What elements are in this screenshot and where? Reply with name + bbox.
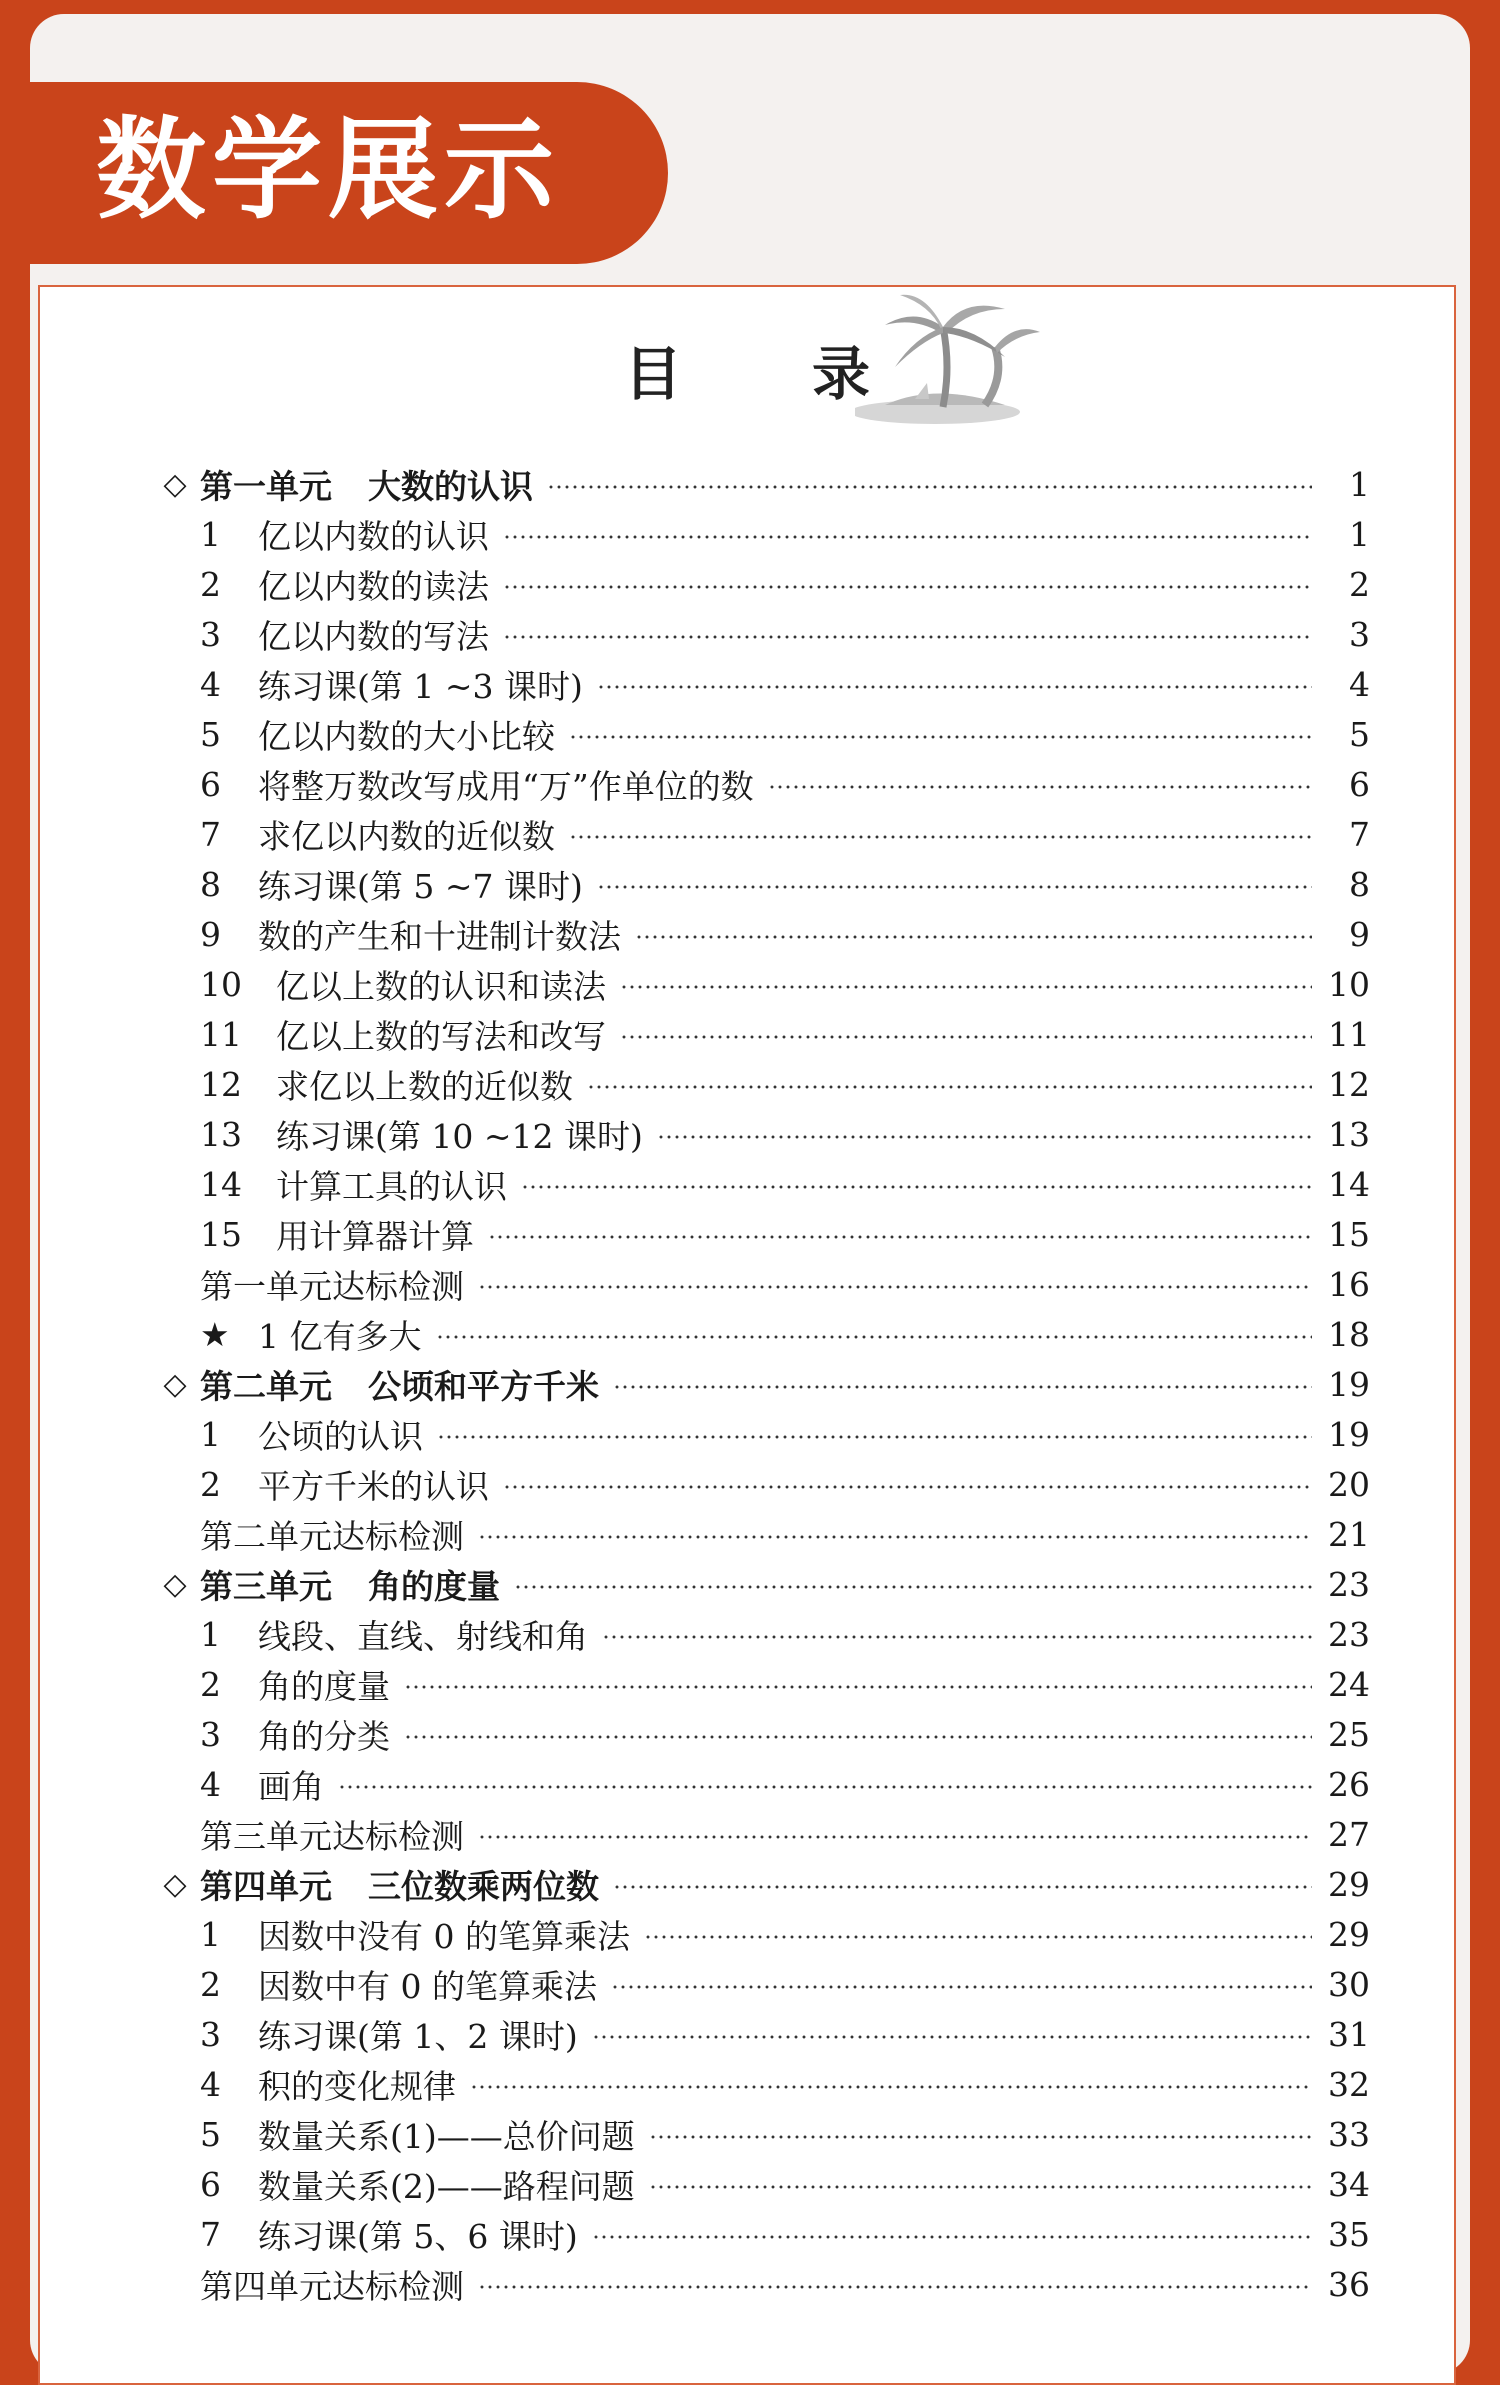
page-number: 7: [1349, 814, 1370, 854]
page-number: 29: [1328, 1914, 1370, 1954]
dot-leader: [514, 1585, 1312, 1589]
toc-heading-left: 目: [623, 340, 682, 408]
entry-number: 6: [200, 764, 221, 804]
entry-number: 12: [200, 1064, 242, 1104]
page-number: 16: [1328, 1264, 1370, 1304]
entry-number: 4: [200, 1764, 221, 1804]
diamond-icon: ◇: [163, 1866, 187, 1902]
entry-title: 练习课(第 5、6 课时): [258, 2216, 578, 2256]
dot-leader: [338, 1785, 1312, 1789]
page-number: 34: [1328, 2164, 1370, 2204]
entry-title: 亿以上数的认识和读法: [276, 966, 606, 1006]
test-title: 第三单元达标检测: [200, 1816, 464, 1856]
page-number: 21: [1328, 1514, 1370, 1554]
entry-title: 练习课(第 1、2 课时): [258, 2016, 578, 2056]
page-number: 2: [1349, 564, 1370, 604]
entry-number: 4: [200, 2064, 221, 2104]
entry-number: 4: [200, 664, 221, 704]
dot-leader: [478, 1535, 1312, 1539]
dot-leader: [620, 1035, 1312, 1039]
entry-title: 求亿以上数的近似数: [276, 1066, 573, 1106]
entry-title: 数量关系(2)——路程问题: [258, 2166, 635, 2206]
entry-title: 公顷的认识: [258, 1416, 423, 1456]
toc-entry-item[interactable]: [150, 659, 1370, 709]
toc-heading-right: 录: [812, 340, 871, 408]
dot-leader: [592, 2035, 1312, 2039]
unit-title-text: 大数的认识: [368, 466, 533, 506]
entry-number: 9: [200, 914, 221, 954]
dot-leader: [611, 1985, 1312, 1989]
toc-entry-unit[interactable]: [150, 1859, 1370, 1909]
page-number: 1: [1349, 514, 1370, 554]
toc-entry-item[interactable]: [150, 2109, 1370, 2159]
toc-entry-test[interactable]: [150, 1259, 1370, 1309]
toc-entry-item[interactable]: [150, 2159, 1370, 2209]
page-number: 19: [1328, 1414, 1370, 1454]
entry-number: 2: [200, 1664, 221, 1704]
toc-entry-item[interactable]: [150, 909, 1370, 959]
entry-title: 画角: [258, 1766, 324, 1806]
toc-entry-test[interactable]: [150, 1809, 1370, 1859]
toc-entry-unit[interactable]: [150, 459, 1370, 509]
unit-heading: [200, 1861, 599, 1908]
dot-leader: [768, 785, 1312, 789]
page-number: 1: [1349, 464, 1370, 504]
toc-entry-unit[interactable]: [150, 1559, 1370, 1609]
entry-title: 计算工具的认识: [276, 1166, 507, 1206]
entry-title: 亿以内数的认识: [258, 516, 489, 556]
unit-label: 第三单元: [200, 1566, 332, 1606]
toc-entry-item[interactable]: [150, 1909, 1370, 1959]
dot-leader: [404, 1685, 1312, 1689]
page-number: 30: [1328, 1964, 1370, 2004]
toc-entry-item[interactable]: [150, 1059, 1370, 1109]
entry-title: 练习课(第 1 ~3 课时): [258, 666, 583, 706]
page-number: 10: [1328, 964, 1370, 1004]
page-number: 20: [1328, 1464, 1370, 1504]
entry-number: 14: [200, 1164, 242, 1204]
entry-title: 因数中有 0 的笔算乘法: [258, 1966, 597, 2006]
page-number: 24: [1328, 1664, 1370, 1704]
toc-entry-item[interactable]: [150, 2009, 1370, 2059]
entry-title: 亿以上数的写法和改写: [276, 1016, 606, 1056]
diamond-icon: ◇: [163, 1566, 187, 1602]
toc-entry-star[interactable]: [150, 1309, 1370, 1359]
entry-number: 13: [200, 1114, 242, 1154]
dot-leader: [649, 2135, 1312, 2139]
toc-entry-item[interactable]: [150, 1659, 1370, 1709]
dot-leader: [587, 1085, 1312, 1089]
entry-title: 数量关系(1)——总价问题: [258, 2116, 635, 2156]
page-number: 11: [1328, 1014, 1370, 1054]
toc-heading: [40, 327, 1454, 411]
entry-number: 1: [200, 1414, 221, 1454]
palm-island-illustration: [855, 287, 1045, 427]
entry-number: 3: [200, 614, 221, 654]
toc-entry-item[interactable]: [150, 959, 1370, 1009]
toc-entry-item[interactable]: [150, 1709, 1370, 1759]
toc-entry-item[interactable]: [150, 1159, 1370, 1209]
entry-number: 7: [200, 814, 221, 854]
diamond-icon: ◇: [163, 466, 187, 502]
entry-title: 求亿以内数的近似数: [258, 816, 555, 856]
toc-entry-item[interactable]: [150, 2059, 1370, 2109]
entry-title: 1 亿有多大: [258, 1316, 422, 1356]
entry-title: 角的度量: [258, 1666, 390, 1706]
unit-label: 第一单元: [200, 466, 332, 506]
dot-leader: [470, 2085, 1312, 2089]
entry-number: 1: [200, 1614, 221, 1654]
entry-number: 5: [200, 714, 221, 754]
page-number: 19: [1328, 1364, 1370, 1404]
dot-leader: [620, 985, 1312, 989]
page-number: 13: [1328, 1114, 1370, 1154]
dot-leader: [613, 1385, 1312, 1389]
entry-number: 3: [200, 1714, 221, 1754]
dot-leader: [503, 1485, 1312, 1489]
toc-entry-item[interactable]: [150, 859, 1370, 909]
toc-list: [150, 459, 1370, 2309]
page-number: 27: [1328, 1814, 1370, 1854]
dot-leader: [602, 1635, 1312, 1639]
toc-entry-item[interactable]: [150, 559, 1370, 609]
dot-leader: [644, 1935, 1312, 1939]
entry-number: 7: [200, 2214, 221, 2254]
entry-number: 1: [200, 514, 221, 554]
page-number: 15: [1328, 1214, 1370, 1254]
page-number: 32: [1328, 2064, 1370, 2104]
page-number: 4: [1349, 664, 1370, 704]
toc-entry-item[interactable]: [150, 1759, 1370, 1809]
entry-title: 亿以内数的大小比较: [258, 716, 555, 756]
toc-page: [38, 285, 1456, 2385]
entry-title: 数的产生和十进制计数法: [258, 916, 621, 956]
dot-leader: [478, 2285, 1312, 2289]
page-number: 29: [1328, 1864, 1370, 1904]
page-number: 25: [1328, 1714, 1370, 1754]
toc-entry-item[interactable]: [150, 809, 1370, 859]
toc-entry-item[interactable]: [150, 1959, 1370, 2009]
dot-leader: [404, 1735, 1312, 1739]
entry-number: 2: [200, 1964, 221, 2004]
entry-title: 将整万数改写成用“万”作单位的数: [258, 766, 754, 806]
entry-number: 1: [200, 1914, 221, 1954]
dot-leader: [569, 835, 1312, 839]
test-title: 第二单元达标检测: [200, 1516, 464, 1556]
toc-entry-item[interactable]: [150, 2209, 1370, 2259]
unit-heading: [200, 1361, 599, 1408]
page-number: 8: [1349, 864, 1370, 904]
toc-entry-item[interactable]: [150, 1209, 1370, 1259]
page-number: 6: [1349, 764, 1370, 804]
unit-heading: [200, 461, 533, 508]
dot-leader: [592, 2235, 1312, 2239]
entry-title: 亿以内数的写法: [258, 616, 489, 656]
dot-leader: [635, 935, 1312, 939]
dot-leader: [503, 635, 1312, 639]
toc-entry-item[interactable]: [150, 1109, 1370, 1159]
dot-leader: [437, 1435, 1312, 1439]
dot-leader: [503, 535, 1312, 539]
toc-entry-item[interactable]: [150, 1459, 1370, 1509]
diamond-icon: ◇: [163, 1366, 187, 1402]
unit-label: 第四单元: [200, 1866, 332, 1906]
banner-title: 数学展示: [96, 106, 560, 234]
dot-leader: [657, 1135, 1312, 1139]
dot-leader: [547, 485, 1312, 489]
toc-entry-unit[interactable]: [150, 1359, 1370, 1409]
entry-title: 亿以内数的读法: [258, 566, 489, 606]
page-number: 12: [1328, 1064, 1370, 1104]
dot-leader: [478, 1835, 1312, 1839]
entry-title: 练习课(第 10 ~12 课时): [276, 1116, 643, 1156]
page-number: 9: [1349, 914, 1370, 954]
toc-entry-item[interactable]: [150, 1009, 1370, 1059]
unit-title-text: 角的度量: [368, 1566, 500, 1606]
entry-title: 积的变化规律: [258, 2066, 456, 2106]
star-icon: ★: [200, 1314, 230, 1354]
unit-title-text: 三位数乘两位数: [368, 1866, 599, 1906]
dot-leader: [488, 1235, 1312, 1239]
dot-leader: [436, 1335, 1313, 1339]
page-number: 35: [1328, 2214, 1370, 2254]
entry-title: 线段、直线、射线和角: [258, 1616, 588, 1656]
entry-title: 用计算器计算: [276, 1216, 474, 1256]
entry-number: 2: [200, 564, 221, 604]
entry-title: 因数中没有 0 的笔算乘法: [258, 1916, 630, 1956]
toc-entry-item[interactable]: [150, 1409, 1370, 1459]
entry-number: 3: [200, 2014, 221, 2054]
entry-number: 5: [200, 2114, 221, 2154]
entry-number: 2: [200, 1464, 221, 1504]
toc-entry-item[interactable]: [150, 709, 1370, 759]
page-number: 33: [1328, 2114, 1370, 2154]
entry-title: 角的分类: [258, 1716, 390, 1756]
entry-number: 10: [200, 964, 242, 1004]
test-title: 第四单元达标检测: [200, 2266, 464, 2306]
dot-leader: [478, 1285, 1312, 1289]
dot-leader: [613, 1885, 1312, 1889]
page-number: 3: [1349, 614, 1370, 654]
dot-leader: [569, 735, 1312, 739]
page-number: 26: [1328, 1764, 1370, 1804]
toc-entry-test[interactable]: [150, 1509, 1370, 1559]
page-number: 23: [1328, 1614, 1370, 1654]
toc-entry-item[interactable]: [150, 609, 1370, 659]
entry-title: 平方千米的认识: [258, 1466, 489, 1506]
entry-number: 6: [200, 2164, 221, 2204]
toc-entry-item[interactable]: [150, 509, 1370, 559]
page-number: 36: [1328, 2264, 1370, 2304]
page-number: 5: [1349, 714, 1370, 754]
dot-leader: [503, 585, 1312, 589]
dot-leader: [597, 685, 1312, 689]
page-number: 14: [1328, 1164, 1370, 1204]
page-number: 18: [1328, 1314, 1370, 1354]
toc-entry-item[interactable]: [150, 1609, 1370, 1659]
unit-label: 第二单元: [200, 1366, 332, 1406]
entry-title: 练习课(第 5 ~7 课时): [258, 866, 583, 906]
toc-entry-test[interactable]: [150, 2259, 1370, 2309]
unit-title-text: 公顷和平方千米: [368, 1366, 599, 1406]
entry-number: 15: [200, 1214, 242, 1254]
dot-leader: [649, 2185, 1312, 2189]
test-title: 第一单元达标检测: [200, 1266, 464, 1306]
page-number: 31: [1328, 2014, 1370, 2054]
dot-leader: [597, 885, 1312, 889]
toc-entry-item[interactable]: [150, 759, 1370, 809]
unit-heading: [200, 1561, 500, 1608]
dot-leader: [521, 1185, 1312, 1189]
page-number: 23: [1328, 1564, 1370, 1604]
entry-number: 8: [200, 864, 221, 904]
entry-number: 11: [200, 1014, 242, 1054]
